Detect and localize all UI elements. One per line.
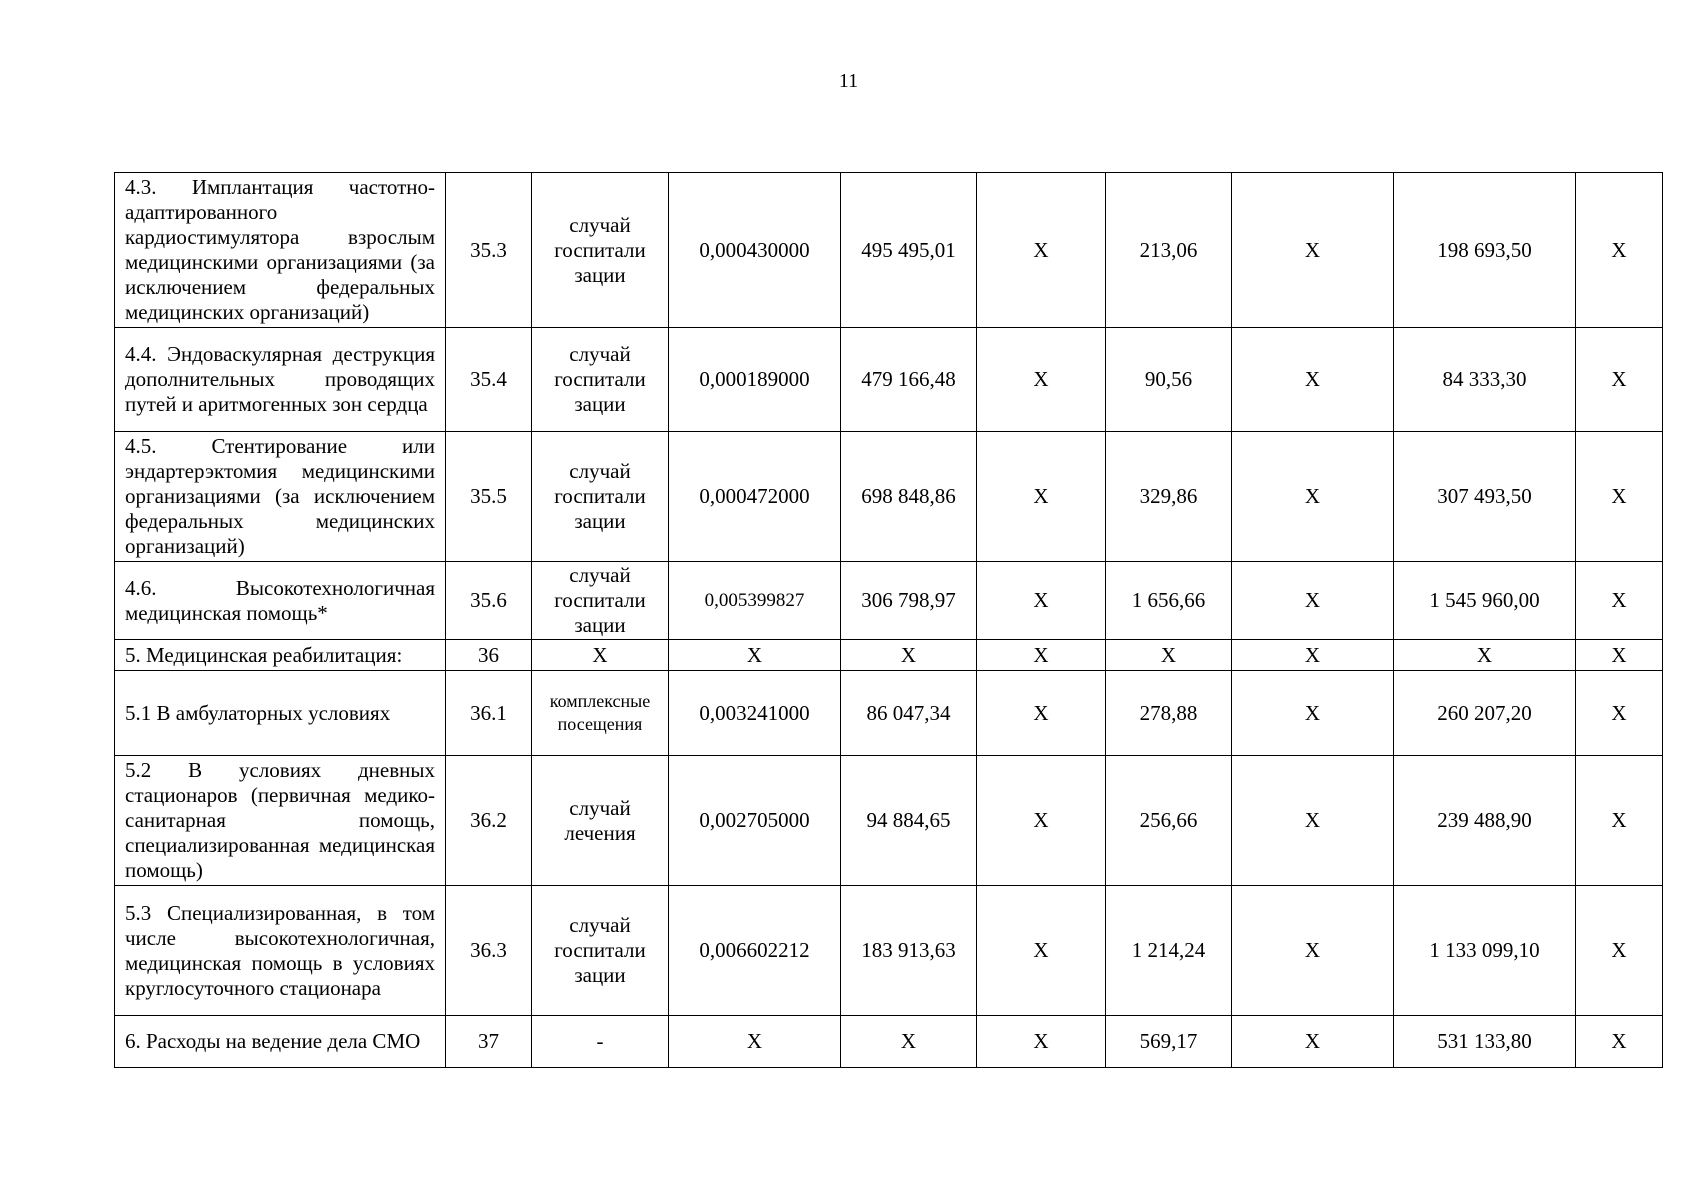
row-volume-cell: Х [669, 1016, 841, 1068]
table-row [115, 756, 1663, 886]
table-row [115, 671, 1663, 756]
row-volume-cell: 0,000189000 [669, 328, 841, 432]
row-name-cell: 5.3 Специализированная, в том числе высокотехнологичная, медицинская помощь в условиях круглосуточного стационара [115, 886, 446, 1016]
table-row [115, 562, 1663, 640]
row-col9-cell: 198 693,50 [1394, 173, 1576, 328]
row-col10-cell: Х [1576, 671, 1663, 756]
row-unit-cell: случай госпитали зации [532, 328, 669, 432]
table-row [115, 173, 1663, 328]
row-name-cell: 6. Расходы на ведение дела СМО [115, 1016, 446, 1068]
row-unit-cell: Х [532, 640, 669, 671]
row-col8-cell: Х [1232, 671, 1394, 756]
row-cost-cell: 94 884,65 [841, 756, 977, 886]
row-code-cell: 35.5 [446, 432, 532, 562]
row-col9-cell: 531 133,80 [1394, 1016, 1576, 1068]
row-col6-cell: Х [977, 671, 1106, 756]
row-volume-cell: 0,003241000 [669, 671, 841, 756]
row-col10-cell: Х [1576, 562, 1663, 640]
row-col7-cell: 256,66 [1106, 756, 1232, 886]
row-col10-cell: Х [1576, 173, 1663, 328]
row-col10-cell: Х [1576, 886, 1663, 1016]
row-col8-cell: Х [1232, 756, 1394, 886]
table-row [115, 1016, 1663, 1068]
row-volume-cell: 0,005399827 [669, 562, 841, 640]
row-name-cell: 5. Медицинская реабилитация: [115, 640, 446, 671]
row-col7-cell: 1 214,24 [1106, 886, 1232, 1016]
row-cost-cell: 306 798,97 [841, 562, 977, 640]
row-name-cell: 5.1 В амбулаторных условиях [115, 671, 446, 756]
row-col6-cell: Х [977, 432, 1106, 562]
row-code-cell: 36.3 [446, 886, 532, 1016]
row-col6-cell: Х [977, 640, 1106, 671]
row-code-cell: 35.4 [446, 328, 532, 432]
row-volume-cell: 0,006602212 [669, 886, 841, 1016]
page-number: 11 [838, 70, 859, 92]
row-unit-cell: комплексные посещения [532, 671, 669, 756]
row-col8-cell: Х [1232, 1016, 1394, 1068]
row-col9-cell: 1 133 099,10 [1394, 886, 1576, 1016]
row-name-cell: 4.4. Эндоваскулярная деструкция дополнительных проводящих путей и аритмогенных зон сердца [115, 328, 446, 432]
row-unit-cell: случай госпитали зации [532, 562, 669, 640]
row-unit-cell: - [532, 1016, 669, 1068]
row-col6-cell: Х [977, 886, 1106, 1016]
table-row [115, 328, 1663, 432]
table-row [115, 886, 1663, 1016]
row-code-cell: 36.2 [446, 756, 532, 886]
row-col7-cell: 278,88 [1106, 671, 1232, 756]
row-col7-cell: Х [1106, 640, 1232, 671]
row-col10-cell: Х [1576, 432, 1663, 562]
row-name-cell: 5.2 В условиях дневных стационаров (первичная медико-санитарная помощь, специализированная медицинская помощь) [115, 756, 446, 886]
row-unit-cell: случай госпитали зации [532, 886, 669, 1016]
row-col9-cell: 1 545 960,00 [1394, 562, 1576, 640]
row-volume-cell: 0,000472000 [669, 432, 841, 562]
row-col10-cell: Х [1576, 756, 1663, 886]
row-col9-cell: 84 333,30 [1394, 328, 1576, 432]
row-col8-cell: Х [1232, 886, 1394, 1016]
row-unit-cell: случай лечения [532, 756, 669, 886]
row-code-cell: 35.3 [446, 173, 532, 328]
row-col7-cell: 1 656,66 [1106, 562, 1232, 640]
row-col9-cell: 307 493,50 [1394, 432, 1576, 562]
row-volume-cell: 0,002705000 [669, 756, 841, 886]
row-name-cell: 4.6. Высокотехнологичная медицинская помощь* [115, 562, 446, 640]
row-col10-cell: Х [1576, 640, 1663, 671]
row-col6-cell: Х [977, 756, 1106, 886]
table-row [115, 640, 1663, 671]
row-col7-cell: 90,56 [1106, 328, 1232, 432]
row-cost-cell: 86 047,34 [841, 671, 977, 756]
row-code-cell: 37 [446, 1016, 532, 1068]
row-code-cell: 35.6 [446, 562, 532, 640]
row-cost-cell: Х [841, 640, 977, 671]
row-col6-cell: Х [977, 1016, 1106, 1068]
row-col10-cell: Х [1576, 328, 1663, 432]
row-name-cell: 4.5. Стентирование или эндартерэктомия медицинскими организациями (за исключением федеральных медицинских организаций) [115, 432, 446, 562]
row-cost-cell: Х [841, 1016, 977, 1068]
cost-table [114, 172, 1663, 1068]
row-col6-cell: Х [977, 562, 1106, 640]
row-cost-cell: 183 913,63 [841, 886, 977, 1016]
row-col7-cell: 213,06 [1106, 173, 1232, 328]
row-code-cell: 36.1 [446, 671, 532, 756]
row-col8-cell: Х [1232, 432, 1394, 562]
row-unit-cell: случай госпитали зации [532, 432, 669, 562]
row-volume-cell: 0,000430000 [669, 173, 841, 328]
row-cost-cell: 698 848,86 [841, 432, 977, 562]
row-col8-cell: Х [1232, 173, 1394, 328]
row-col10-cell: Х [1576, 1016, 1663, 1068]
row-volume-cell: Х [669, 640, 841, 671]
row-col6-cell: Х [977, 328, 1106, 432]
row-col9-cell: Х [1394, 640, 1576, 671]
row-col8-cell: Х [1232, 640, 1394, 671]
row-col9-cell: 239 488,90 [1394, 756, 1576, 886]
row-cost-cell: 479 166,48 [841, 328, 977, 432]
row-col7-cell: 329,86 [1106, 432, 1232, 562]
row-col8-cell: Х [1232, 328, 1394, 432]
row-col6-cell: Х [977, 173, 1106, 328]
table-row [115, 432, 1663, 562]
row-unit-cell: случай госпитали зации [532, 173, 669, 328]
row-cost-cell: 495 495,01 [841, 173, 977, 328]
row-col8-cell: Х [1232, 562, 1394, 640]
row-col7-cell: 569,17 [1106, 1016, 1232, 1068]
row-name-cell: 4.3. Имплантация частотно-адаптированного кардиостимулятора взрослым медицинскими организациями (за исключением федеральных медицинских организаций) [115, 173, 446, 328]
row-col9-cell: 260 207,20 [1394, 671, 1576, 756]
row-code-cell: 36 [446, 640, 532, 671]
